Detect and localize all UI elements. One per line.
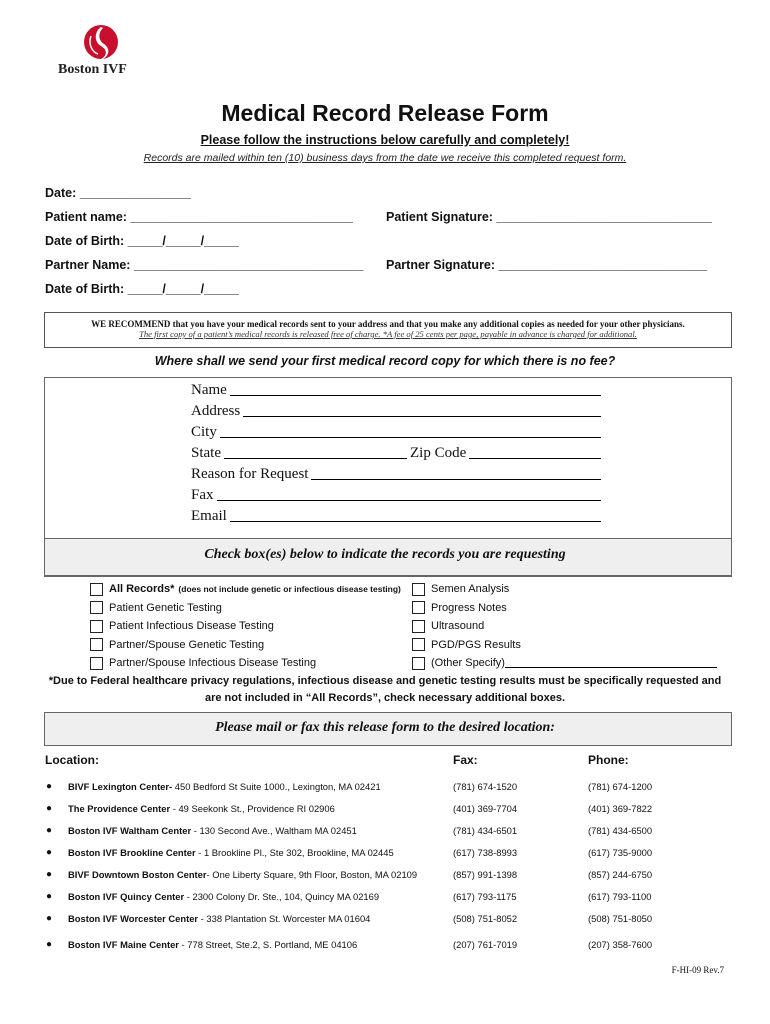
send-question: Where shall we send your first medical record copy for which there is no fee?: [154, 354, 616, 368]
reason-field[interactable]: [191, 466, 601, 483]
checkbox[interactable]: [90, 601, 103, 614]
fax-label: Fax: [191, 487, 214, 503]
partner-signature-field[interactable]: Partner Signature: ______________________________: [386, 258, 708, 272]
records-right-column: [412, 580, 717, 673]
form-title: Medical Record Release Form: [221, 100, 549, 126]
form-code: F-HI-09 Rev.7: [671, 965, 724, 975]
address-label: Address: [191, 403, 241, 419]
federal-note: *Due to Federal healthcare privacy regulations, infectious disease and genetic testing results must be specifically requested and are not included in “All Records”, check necessary additional boxes.: [48, 675, 722, 704]
checkbox-other[interactable]: (Other Specify): [412, 654, 717, 673]
recommendation-text: WE RECOMMEND that you have your medical records sent to your address and that you make any additional copies as needed for your other physicians.: [91, 319, 685, 329]
email-field[interactable]: [191, 508, 601, 525]
fee-text: The first copy of a patient’s medical records is released free of charge. *A fee of 25 cents per page, payable in advance is charged for additional.: [139, 329, 637, 339]
email-label: Email: [191, 508, 227, 524]
locations-list: [0, 776, 770, 956]
checkbox[interactable]: [412, 620, 425, 633]
checkbox-patient-infectious[interactable]: Patient Infectious Disease Testing: [90, 617, 401, 636]
checkbox[interactable]: [412, 583, 425, 596]
reason-label: Reason for Request: [191, 466, 309, 482]
checkbox[interactable]: [412, 638, 425, 651]
checkbox-partner-genetic[interactable]: Partner/Spouse Genetic Testing: [90, 636, 401, 655]
mail-note: Records are mailed within ten (10) business days from the date we receive this completed request form.: [143, 152, 627, 164]
checkbox[interactable]: [90, 638, 103, 651]
location-row: ● Boston IVF Worcester Center - 338 Plantation St. Worcester MA 01604 (508) 751-8052 (508) 751-8050: [46, 913, 653, 924]
fax-header: Fax:: [453, 753, 478, 767]
partner-dob-field[interactable]: Date of Birth: _____/_____/_____: [45, 282, 239, 296]
records-title: Check box(es) below to indicate the records you are requesting: [204, 547, 566, 562]
city-field[interactable]: [191, 424, 601, 441]
partner-name-field[interactable]: Partner Name: _________________________________: [45, 258, 364, 272]
date-field[interactable]: Date: ________________: [45, 186, 191, 200]
checkbox-semen-analysis[interactable]: Semen Analysis: [412, 580, 717, 599]
checkbox-all-records[interactable]: All Records* (does not include genetic or infectious disease testing): [90, 580, 401, 599]
fax-field[interactable]: [191, 487, 601, 504]
checkbox-progress-notes[interactable]: Progress Notes: [412, 599, 717, 618]
location-row: ● BIVF Lexington Center- 450 Bedford St Suite 1000., Lexington, MA 02421 (781) 674-1520 (781) 674-1200: [46, 781, 653, 792]
location-row: ● BIVF Downtown Boston Center- One Liberty Square, 9th Floor, Boston, MA 02109 (857) 991-1398 (857) 244-6750: [46, 869, 653, 880]
checkbox[interactable]: [90, 583, 103, 596]
city-label: City: [191, 424, 217, 440]
checkbox-patient-genetic[interactable]: Patient Genetic Testing: [90, 599, 401, 618]
records-left-column: [90, 580, 401, 673]
mail-title: Please mail or fax this release form to the desired location:: [215, 720, 555, 735]
location-row: ● Boston IVF Maine Center - 778 Street, Ste.2, S. Portland, ME 04106 (207) 761-7019 (207) 358-7600: [46, 939, 653, 950]
checkbox[interactable]: [412, 601, 425, 614]
phone-header: Phone:: [588, 753, 629, 767]
state-zip-field[interactable]: [191, 445, 601, 462]
checkbox-ultrasound[interactable]: Ultrasound: [412, 617, 717, 636]
patient-dob-field[interactable]: Date of Birth: _____/_____/_____: [45, 234, 239, 248]
address-field[interactable]: [191, 403, 601, 420]
patient-name-field[interactable]: Patient name: ________________________________: [45, 210, 353, 224]
location-row: ● Boston IVF Brookline Center - 1 Brookline Pl., Ste 302, Brookline, MA 02445 (617) 738-8993 (617) 735-9000: [46, 847, 653, 858]
checkbox-partner-infectious[interactable]: Partner/Spouse Infectious Disease Testing: [90, 654, 401, 673]
location-header: Location:: [45, 753, 99, 767]
zip-label: Zip Code: [410, 445, 467, 461]
name-label: Name: [191, 382, 227, 398]
checkbox-pgd-pgs[interactable]: PGD/PGS Results: [412, 636, 717, 655]
patient-signature-field[interactable]: Patient Signature: _______________________________: [386, 210, 712, 224]
location-row: ● Boston IVF Quincy Center - 2300 Colony Dr. Ste., 104, Quincy MA 02169 (617) 793-1175 (617) 793-1100: [46, 891, 652, 902]
state-label: State: [191, 445, 221, 461]
checkbox[interactable]: [90, 620, 103, 633]
instructions: Please follow the instructions below carefully and completely!: [200, 133, 570, 147]
checkbox[interactable]: [412, 657, 425, 670]
recommendation-box: [44, 312, 732, 348]
brand-name: Boston IVF: [58, 62, 127, 77]
location-row: ● Boston IVF Waltham Center - 130 Second Ave., Waltham MA 02451 (781) 434-6501 (781) 434-6500: [46, 825, 653, 836]
other-specify-line[interactable]: [505, 658, 717, 668]
checkbox[interactable]: [90, 657, 103, 670]
location-row: ● The Providence Center - 49 Seekonk St., Providence RI 02906 (401) 369-7704 (401) 369-7822: [46, 803, 653, 814]
name-field[interactable]: [191, 382, 601, 399]
